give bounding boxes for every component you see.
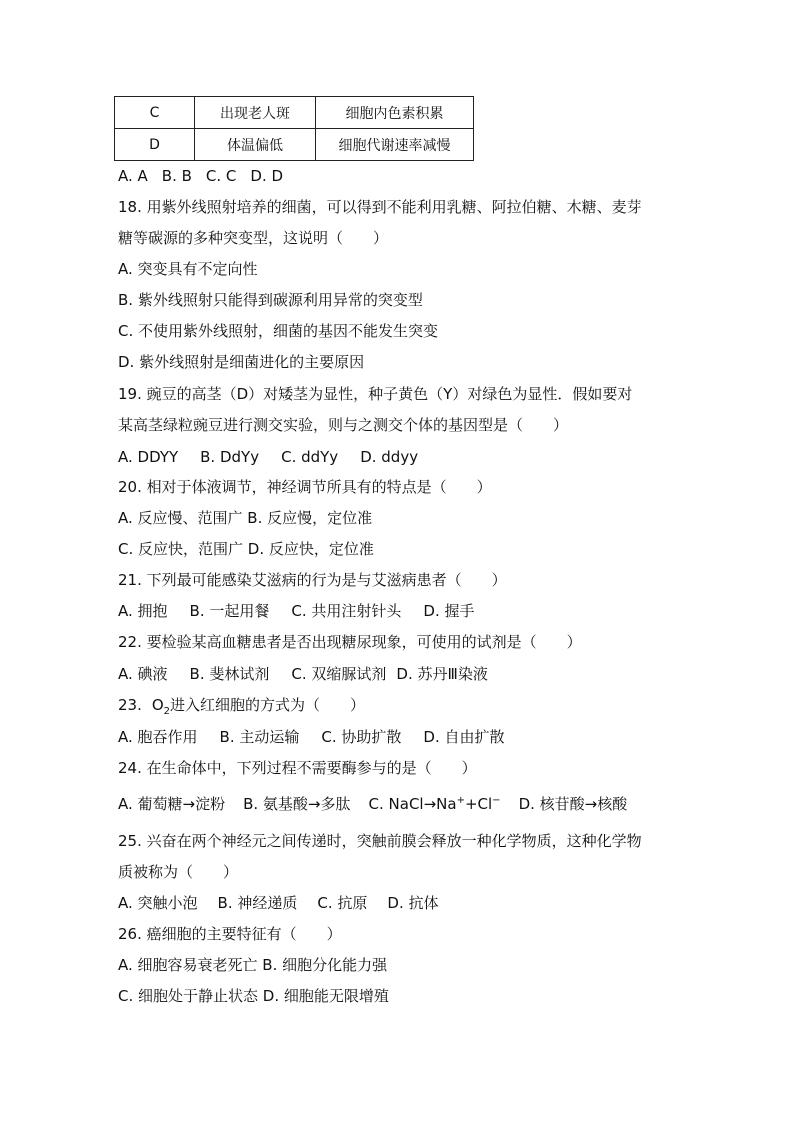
q26-choices-ab: A. 细胞容易衰老死亡 B. 细胞分化能力强 (118, 956, 388, 974)
q26-choices-cd: C. 细胞处于静止状态 D. 细胞能无限增殖 (118, 987, 389, 1005)
q17-choices (118, 166, 283, 186)
choice-b: B. 主动运输 (219, 728, 300, 746)
q23-choices (118, 727, 504, 747)
choice-c: C. ddYy (281, 448, 339, 466)
q18-stem-line2: 糖等碳源的多种突变型，这说明（ ） (118, 229, 389, 247)
choice-c: C. C (205, 167, 237, 185)
choice-a: A. 拥抱 (118, 602, 168, 620)
choice-c-text-mid: +Cl (464, 795, 493, 813)
q18-choice-c: C. 不使用紫外线照射，细菌的基因不能发生突变 (118, 322, 439, 340)
table-cell-reason: 细胞内色素积累 (316, 97, 474, 129)
q22-choices (118, 664, 488, 684)
q21-choices (118, 601, 474, 621)
choice-b: B. DdYy (200, 448, 260, 466)
choice-d: D. 抗体 (387, 894, 439, 912)
choice-c: C. 共用注射针头 (291, 602, 402, 620)
table-cell-reason: 细胞代谢速率减慢 (316, 129, 474, 161)
choice-c (369, 794, 501, 814)
q25-stem-line1: 25. 兴奋在两个神经元之间传递时，突触前膜会释放一种化学物质，这种化学物 (118, 832, 642, 850)
choice-a: A. DDYY (118, 448, 179, 466)
q24-stem: 24. 在生命体中，下列过程不需要酶参与的是（ ） (118, 759, 477, 777)
q22-stem: 22. 要检验某高血糖患者是否出现糖尿现象，可使用的试剂是（ ） (118, 633, 582, 651)
table-cell-symptom: 出现老人斑 (195, 97, 316, 129)
q19-stem-line1: 19. 豌豆的高茎（D）对矮茎为显性，种子黄色（Y）对绿色为显性．假如要对 (118, 385, 633, 403)
choice-b: B. 一起用餐 (189, 602, 270, 620)
choice-a: A. 突触小泡 (118, 894, 198, 912)
choice-d: D. 苏丹Ⅲ染液 (396, 665, 488, 683)
choice-a: A. A (118, 167, 148, 185)
q20-choices-ab: A. 反应慢、范围广 B. 反应慢，定位准 (118, 509, 373, 527)
q25-stem-line2: 质被称为（ ） (118, 863, 239, 881)
q23-stem (118, 695, 365, 715)
choice-c: C. 协助扩散 (321, 728, 402, 746)
q18-choice-a: A. 突变具有不定向性 (118, 260, 258, 278)
choice-a: A. 碘液 (118, 665, 168, 683)
choice-c: C. 双缩脲试剂 (291, 665, 387, 683)
q24-choices (118, 794, 627, 814)
q19-choices (118, 447, 418, 467)
table-cell-option: D (115, 129, 195, 161)
choice-b: B. B (161, 167, 192, 185)
choice-d: D. ddyy (360, 448, 419, 466)
choice-a: A. 胞吞作用 (118, 728, 198, 746)
table-row (115, 129, 474, 161)
table-cell-option: C (115, 97, 195, 129)
choice-b: B. 氨基酸→多肽 (243, 795, 351, 813)
question-number: 23. (118, 696, 142, 714)
q19-stem-line2: 某高茎绿粒豌豆进行测交实验，则与之测交个体的基因型是（ ） (118, 416, 569, 434)
q25-choices (118, 893, 438, 913)
q21-stem: 21. 下列最可能感染艾滋病的行为是与艾滋病患者（ ） (118, 571, 507, 589)
table-row (115, 97, 474, 129)
subscript-2: 2 (163, 706, 171, 717)
superscript-plus: + (456, 795, 465, 806)
choice-c: C. 抗原 (317, 894, 368, 912)
choice-d: D. D (250, 167, 284, 185)
q18-choice-d: D. 紫外线照射是细菌进化的主要原因 (118, 353, 365, 371)
choice-b: B. 斐林试剂 (189, 665, 270, 683)
q18-stem-line1: 18. 用紫外线照射培养的细菌，可以得到不能利用乳糖、阿拉伯糖、木糖、麦芽 (118, 198, 642, 216)
table-cell-symptom: 体温偏低 (195, 129, 316, 161)
choice-d: D. 核苷酸→核酸 (518, 795, 628, 813)
choice-d: D. 握手 (423, 602, 475, 620)
q20-stem: 20. 相对于体液调节，神经调节所具有的特点是（ ） (118, 478, 492, 496)
oxygen-symbol: O (151, 696, 164, 714)
q18-choice-b: B. 紫外线照射只能得到碳源利用异常的突变型 (118, 291, 423, 309)
choice-a: A. 葡萄糖→淀粉 (118, 795, 226, 813)
superscript-minus: − (492, 795, 501, 806)
stem-text: 进入红细胞的方式为（ ） (170, 696, 366, 714)
options-table (114, 96, 474, 161)
choice-d: D. 自由扩散 (423, 728, 505, 746)
q20-choices-cd: C. 反应快，范围广 D. 反应快，定位准 (118, 540, 374, 558)
choice-c-text: C. NaCl→Na (368, 795, 457, 813)
q26-stem: 26. 癌细胞的主要特征有（ ） (118, 925, 342, 943)
choice-b: B. 神经递质 (217, 894, 298, 912)
